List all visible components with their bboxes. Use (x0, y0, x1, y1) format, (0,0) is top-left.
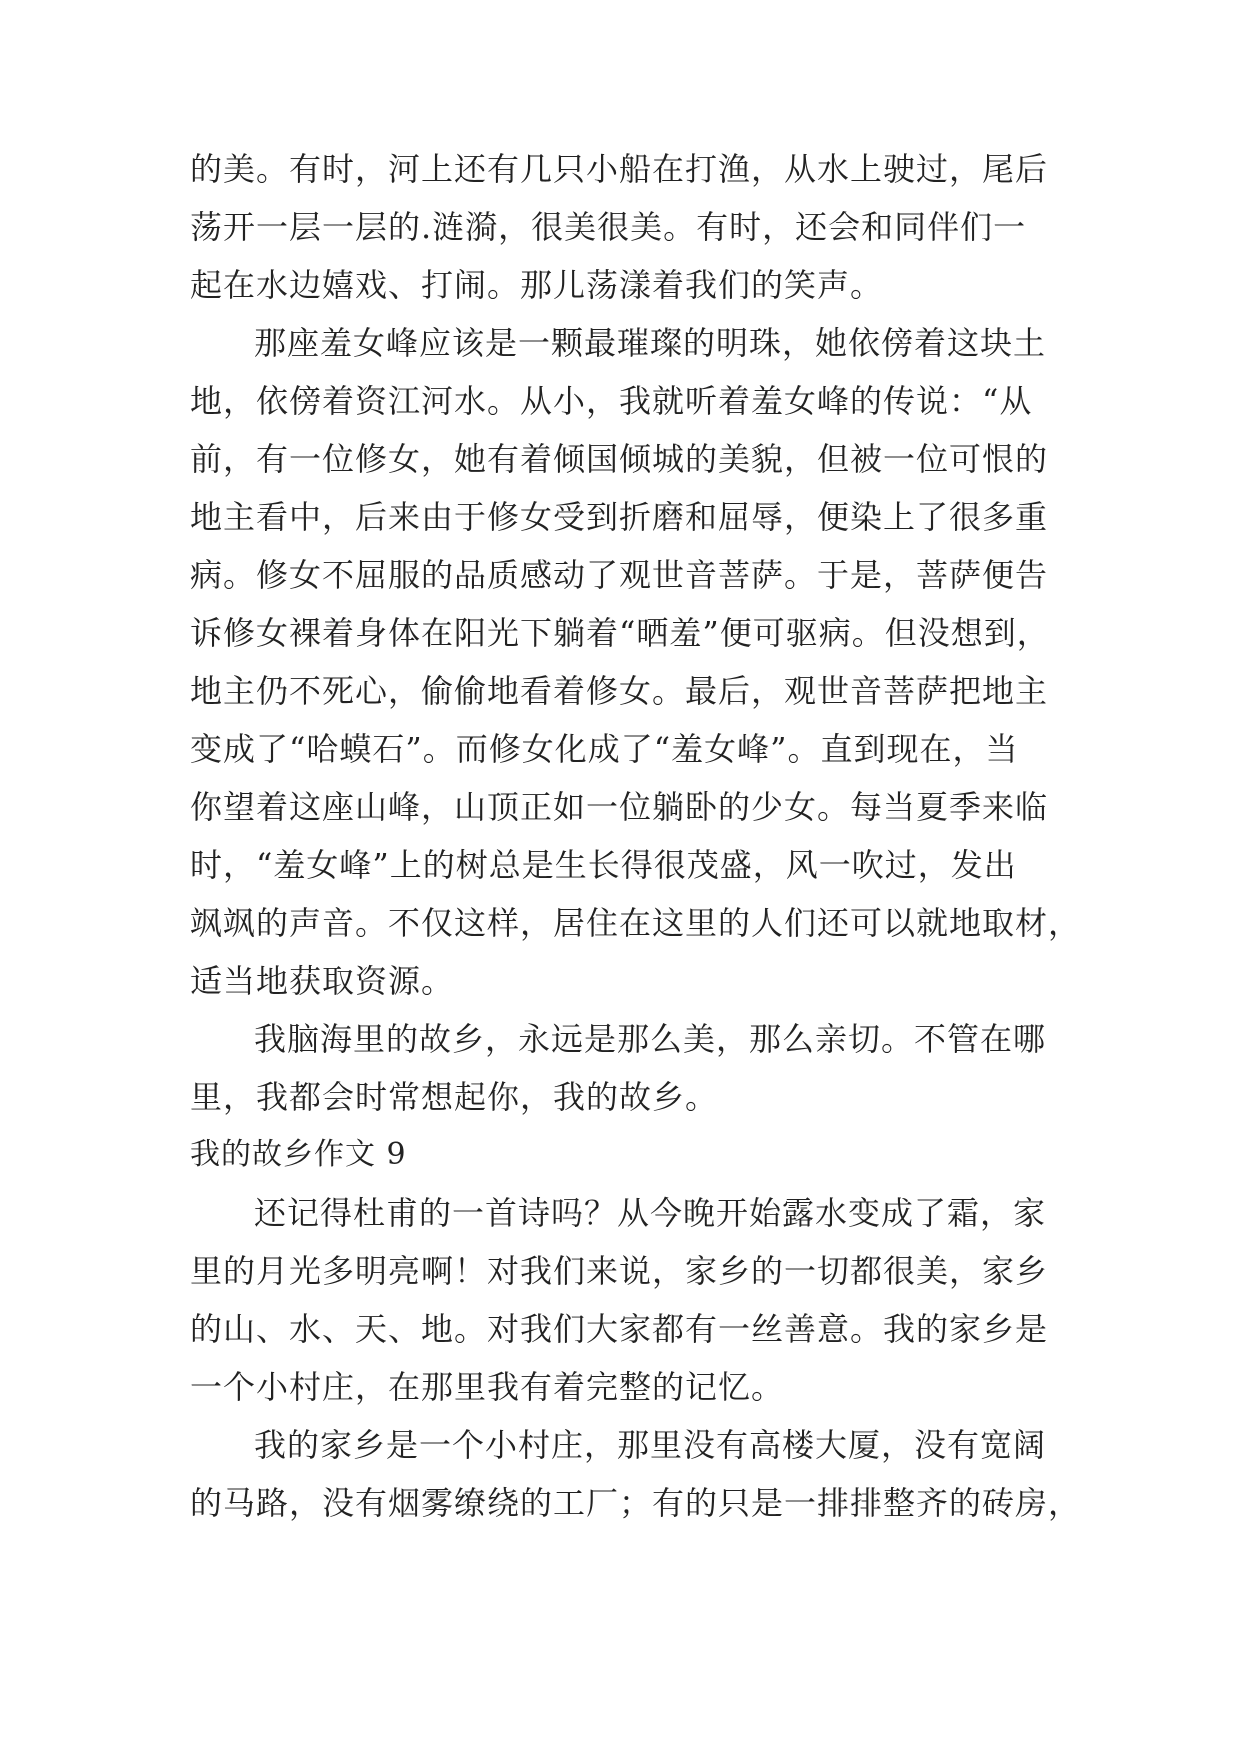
text-line: 地主看中，后来由于修女受到折磨和屈辱，便染上了很多重 (190, 498, 1049, 536)
text-line: 飒飒的声音。不仅这样，居住在这里的人们还可以就地取材， (190, 904, 1082, 942)
text-line: 荡开一层一层的.涟漪，很美很美。有时，还会和同伴们一 (190, 208, 1027, 246)
document-body (190, 140, 1082, 1532)
text-line: 一个小村庄，在那里我有着完整的记忆。 (190, 1368, 785, 1406)
text-line: 病。修女不屈服的品质感动了观世音菩萨。于是，菩萨便告 (190, 556, 1049, 594)
text-line: 还记得杜甫的一首诗吗？从今晚开始露水变成了霜，家 (254, 1194, 1047, 1232)
text-line: 那座羞女峰应该是一颗最璀璨的明珠，她依傍着这块土 (254, 324, 1047, 362)
text-line: 适当地获取资源。 (190, 962, 455, 1000)
text-line: 你望着这座山峰，山顶正如一位躺卧的少女。每当夏季来临 (190, 788, 1049, 826)
text-line: 前，有一位修女，她有着倾国倾城的美貌，但被一位可恨的 (190, 440, 1049, 478)
text-line: 里，我都会时常想起你，我的故乡。 (190, 1078, 719, 1116)
section-heading: 我的故乡作文 9 (190, 1137, 407, 1172)
text-line: 里的月光多明亮啊！对我们来说，家乡的一切都很美，家乡 (190, 1252, 1049, 1290)
text-line: 地主仍不死心，偷偷地看着修女。最后，观世音菩萨把地主 (190, 672, 1049, 710)
text-line: 变成了“哈蟆石”。而修女化成了“羞女峰”。直到现在，当 (190, 730, 1019, 768)
text-line: 我的家乡是一个小村庄，那里没有高楼大厦，没有宽阔 (254, 1426, 1047, 1464)
text-line: 地，依傍着资江河水。从小，我就听着羞女峰的传说：“从 (190, 382, 1033, 420)
text-line: 时，“羞女峰”上的树总是生长得很茂盛，风一吹过，发出 (190, 846, 1017, 884)
text-line: 的山、水、天、地。对我们大家都有一丝善意。我的家乡是 (190, 1310, 1049, 1348)
text-line: 诉修女裸着身体在阳光下躺着“晒羞”便可驱病。但没想到， (190, 614, 1050, 652)
text-line: 我脑海里的故乡，永远是那么美，那么亲切。不管在哪 (254, 1020, 1047, 1058)
text-line: 的美。有时，河上还有几只小船在打渔，从水上驶过，尾后 (190, 150, 1049, 188)
text-line: 的马路，没有烟雾缭绕的工厂；有的只是一排排整齐的砖房， (190, 1484, 1082, 1522)
text-line: 起在水边嬉戏、打闹。那儿荡漾着我们的笑声。 (190, 266, 884, 304)
